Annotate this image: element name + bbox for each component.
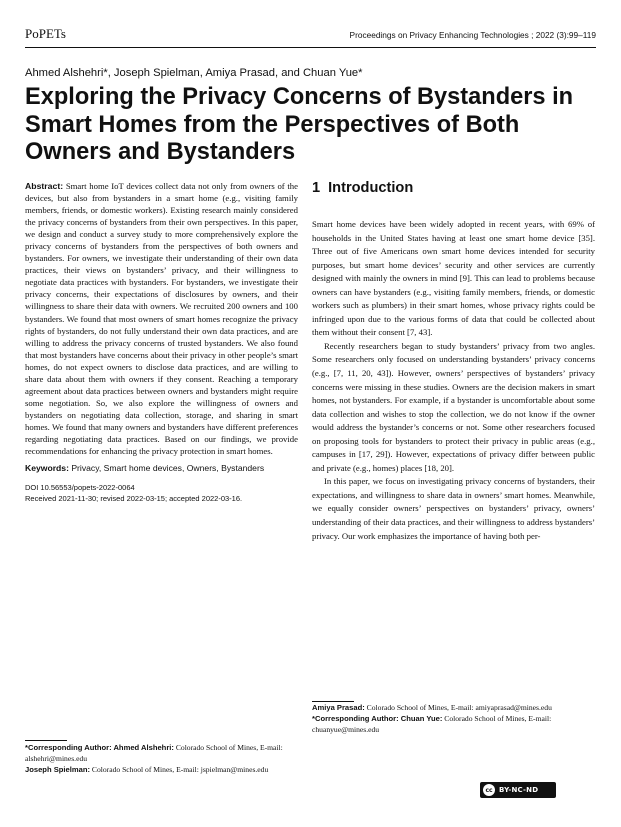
intro-paragraph-1: Smart home devices have been widely adopted in recent years, with 69% of households in the United States having at least one smart home device [35]. Three out of five Americans own smart home devices intended for security purposes, but smart home devices’ security and other services are currently designed with mainly the owners in mind [9]. This can lead to problems because owners can have bystanders (e.g., visiting family members, friends, or domestic workers such as plumbers) in their smart homes, whose privacy rights could be infringed upon due to the various forms of data that could be collected about them without their consent [7, 43]. bbox=[312, 219, 595, 338]
keywords bbox=[25, 462, 298, 474]
creative-commons-icon: cc bbox=[483, 784, 495, 796]
journal-short-name: PoPETs bbox=[25, 26, 66, 41]
license-text: BY-NC-ND bbox=[499, 786, 539, 794]
received-dates: Received 2021-11-30; revised 2022-03-15; accepted 2022-03-16. bbox=[25, 494, 243, 504]
footnotes-left bbox=[25, 743, 295, 775]
author-list: Ahmed Alshehri*, Joseph Spielman, Amiya Prasad, and Chuan Yue* bbox=[25, 67, 363, 79]
keywords-text: Privacy, Smart home devices, Owners, Bystanders bbox=[71, 463, 265, 474]
doi: DOI 10.56553/popets-2022-0064 bbox=[25, 483, 135, 493]
footnote-text: Colorado School of Mines, E-mail: chuanyue@mines.edu bbox=[312, 713, 552, 734]
section-number: 1 bbox=[312, 180, 321, 196]
header-rule bbox=[25, 47, 596, 48]
intro-paragraph-2: Recently researchers began to study bystanders’ privacy from two angles. Some researchers only focused on understanding bystanders’ privacy concerns (e.g., [7, 11, 20, 43]). However, owners’ perspectives of bystanders’ privacy concerns were missing in these studies. Owners are the decision makers in smart homes, not bystanders. For example, if a bystander is uncomfortable about some data collection and wishes to stop the collection, we do not know if the owner would address the bystander’s concerns or not. Some other researchers focused on proposing tools for bystanders to protect their privacy in public areas (e.g., campuses in [17, 29]). However, expectations of privacy differ between public and private (e.g., homes) places [18, 20]. bbox=[312, 340, 595, 473]
footnote-author-4 bbox=[312, 714, 595, 736]
section-title: Introduction bbox=[328, 180, 414, 196]
paper-title: Exploring the Privacy Concerns of Bystanders in Smart Homes from the Perspectives of Both Owners and Bystanders bbox=[25, 84, 574, 166]
footnote-author-1 bbox=[25, 743, 295, 765]
footnote-rule-left bbox=[25, 740, 67, 741]
right-column bbox=[312, 180, 595, 543]
intro-paragraph-3: In this paper, we focus on investigating privacy concerns of bystanders, their expectations, and willingness to share data in owners’ smart homes. Meanwhile, we equally consider owners’ perspectives on bystanders’ privacy, owners’ understanding of their data practices, and their willingness to address bystanders’ privacy. Our work emphasizes the importance of having both per- bbox=[312, 476, 595, 541]
footnote-rule-right bbox=[312, 701, 354, 702]
footnote-text: Colorado School of Mines, E-mail: alshehri@mines.edu bbox=[25, 743, 283, 763]
footnote-author-2 bbox=[25, 765, 295, 776]
section-heading bbox=[312, 180, 595, 196]
footnote-label: Amiya Prasad: bbox=[312, 703, 365, 712]
proceedings-header: Proceedings on Privacy Enhancing Technologies ; 2022 (3):99–119 bbox=[349, 30, 596, 40]
footnote-label: *Corresponding Author: Ahmed Alshehri: bbox=[25, 743, 174, 752]
license-badge[interactable] bbox=[480, 782, 556, 798]
left-column bbox=[25, 180, 298, 504]
footnote-author-3 bbox=[312, 703, 595, 714]
publication-meta bbox=[25, 482, 298, 504]
footnote-label: Joseph Spielman: bbox=[25, 764, 90, 774]
abstract-label: Abstract: bbox=[25, 181, 64, 191]
footnote-label: *Corresponding Author: Chuan Yue: bbox=[312, 713, 443, 723]
abstract bbox=[25, 180, 298, 457]
keywords-label: Keywords: bbox=[25, 463, 69, 474]
footnote-text: Colorado School of Mines, E-mail: amiyaprasad@mines.edu bbox=[366, 703, 552, 712]
footnote-text: Colorado School of Mines, E-mail: jspielman@mines.edu bbox=[91, 764, 269, 774]
abstract-text: Smart home IoT devices collect data not only from owners of the devices, but also from bystanders in a smart home (e.g., visiting family members, friends, or domestic workers). Existing research mainly considered the privacy concerns of bystanders from their own perspectives. In this paper, we design and conduct a survey study to more comprehensively explore the privacy concerns of bystanders from the perspectives of both owners and bystanders. For owners, we investigate their understanding of their own data practices, their views on bystanders’ privacy, and their willingness to negotiate data practices with bystanders. For bystanders, we investigate their privacy concerns, their expectations of disclosures by owners, and their willingness to share their data with owners. We recruited 200 owners and 100 bystanders. We found that most owners of smart homes recognize the privacy rights of bystanders, do not fully understand their own data practices, and are willing to address the privacy concerns of trusted bystanders. We also found that most bystanders have concerns about their privacy in other people’s smart homes, do not expect owners to disclose data practices, and are willing to share data about them with owners if they consent. Reaching a temporary agreement about data practices between owners and bystanders might require some negotiation. So, we also explore the willingness of owners and bystanders on negotiating data collection, storage, and sharing in smart homes. We found that many owners and bystanders have different preferences regarding negotiating data practices. Based on our findings, we provide recommendations for enhancing the privacy protection in smart homes. bbox=[25, 181, 298, 457]
footnotes-right bbox=[312, 703, 595, 735]
